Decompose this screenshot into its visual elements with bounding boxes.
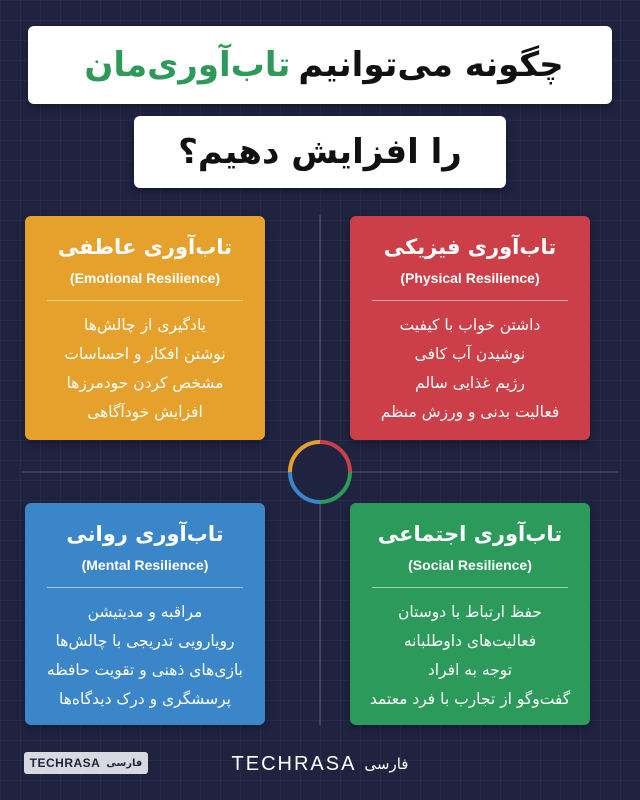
card-separator xyxy=(372,300,568,301)
list-item: توجه به افراد xyxy=(427,661,513,679)
card-title: تاب‌آوری فیزیکی xyxy=(383,235,557,259)
card-social-resilience xyxy=(350,503,590,725)
title-line-2 xyxy=(134,116,506,188)
brand-en: TECHRASA xyxy=(231,752,357,775)
title-line-1 xyxy=(28,26,612,104)
footer-badge-logo xyxy=(24,752,148,774)
list-item: گفت‌وگو از تجارب با فرد معتمد xyxy=(369,690,571,708)
list-item: یادگیری از چالش‌ها xyxy=(83,316,206,334)
card-separator xyxy=(47,587,243,588)
badge-brand-fa: فارسی xyxy=(106,757,143,769)
card-mental-resilience xyxy=(25,503,265,725)
card-title: تاب‌آوری عاطفی xyxy=(57,235,233,259)
list-item: رژیم غذایی سالم xyxy=(415,374,525,392)
list-item: پرسشگری و درک دیدگاه‌ها xyxy=(59,690,231,708)
card-title: تاب‌آوری اجتماعی xyxy=(377,522,563,546)
card-list xyxy=(350,598,590,714)
list-item: افزایش خودآگاهی xyxy=(87,403,203,421)
title-prefix: چگونه می‌توانیم xyxy=(298,45,564,85)
card-emotional-resilience xyxy=(25,216,265,440)
card-subtitle: (Mental Resilience) xyxy=(81,557,209,573)
list-item: نوشتن افکار و احساسات xyxy=(64,345,226,363)
list-item: داشتن خواب با کیفیت xyxy=(399,316,541,334)
card-title: تاب‌آوری روانی xyxy=(66,522,224,546)
card-list xyxy=(350,311,590,427)
title-accent: تاب‌آوری‌مان xyxy=(84,45,291,85)
footer-brand-logo xyxy=(232,748,408,780)
card-subtitle: (Social Resilience) xyxy=(408,557,532,573)
card-subtitle: (Physical Resilience) xyxy=(400,270,540,286)
card-subtitle: (Emotional Resilience) xyxy=(69,270,221,286)
list-item: رویارویی تدریجی با چالش‌ها xyxy=(55,632,235,650)
card-list xyxy=(25,311,265,427)
list-item: مشخص کردن حودمرزها xyxy=(66,374,224,392)
list-item: فعالیت بدنی و ورزش منظم xyxy=(380,403,560,421)
list-item: حفظ ارتباط با دوستان xyxy=(398,603,542,621)
brand-fa: فارسی xyxy=(364,755,409,773)
badge-brand-en: TECHRASA xyxy=(29,756,101,770)
card-physical-resilience xyxy=(350,216,590,440)
title-line-2-text: را افزایش دهیم؟ xyxy=(178,132,462,172)
list-item: فعالیت‌های داوطلبانه xyxy=(403,632,537,650)
card-separator xyxy=(372,587,568,588)
list-item: نوشیدن آب کافی xyxy=(414,345,526,363)
list-item: مراقبه و مدیتیشن xyxy=(87,603,203,621)
card-separator xyxy=(47,300,243,301)
center-ring-icon xyxy=(286,438,354,506)
list-item: بازی‌های ذهنی و تقویت حافظه xyxy=(47,661,243,679)
card-list xyxy=(25,598,265,714)
